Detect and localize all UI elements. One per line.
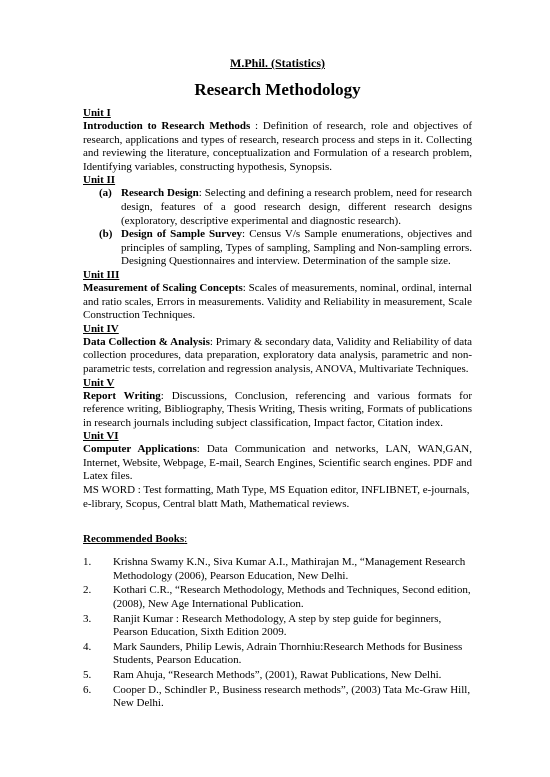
unit-body: Definition of research, role and objectives of research, applications and types of research, research process and steps in it. Collecting and reviewing the literature, conceptualization and Formulation of a research problem, Identifying variables, constructing hypothesis, Synopsis. xyxy=(83,120,472,173)
unit-heading: Unit I xyxy=(83,107,111,119)
unit-subsections xyxy=(83,187,472,269)
subsection-label: (b) xyxy=(99,228,113,241)
book-text: Krishna Swamy K.N., Siva Kumar A.I., Mathirajan M., “Management Research Methodology (2006), Pearson Education, New Delhi. xyxy=(113,556,466,582)
unit-sep: : xyxy=(160,389,172,402)
unit-heading: Unit II xyxy=(83,174,116,187)
page-title: Research Methodology xyxy=(194,80,361,99)
book-number: 1. xyxy=(83,556,92,569)
book-number: 5. xyxy=(83,669,92,681)
unit-sep: : xyxy=(196,443,207,456)
book-number: 2. xyxy=(83,584,92,597)
unit-sep: : xyxy=(250,120,263,132)
unit-section xyxy=(83,377,472,431)
book-text: Ram Ahuja, “Research Methods”, (2001), Rawat Publications, New Delhi. xyxy=(113,669,442,681)
book-text: Cooper D., Schindler P., Business research methods”, (2003) Tata Mc-Graw Hill, New Delhi. xyxy=(113,683,471,710)
subsection-lead: Research Design xyxy=(121,187,199,200)
subsection-label: (a) xyxy=(99,187,112,200)
course-title: M.Phil. (Statistics) xyxy=(230,56,325,70)
unit-paragraph xyxy=(83,336,472,377)
books-heading-text: Recommended Books xyxy=(83,533,185,546)
subsection-sep: : xyxy=(198,187,205,200)
unit-extra-paragraph: MS WORD : Test formatting, Math Type, MS Equation editor, INFLIBNET, e-journals, e-library, Scopus, Central blatt Math, Mathematical reviews. xyxy=(83,484,470,510)
list-item xyxy=(83,584,472,611)
list-item xyxy=(83,556,472,583)
unit-lead: Measurement of Scaling Concepts xyxy=(83,281,243,294)
unit-section xyxy=(83,269,472,323)
unit-body: Primary & secondary data, Validity and Reliability of data collection procedures, data preparation, exploratory data analysis, parametric and non-parametric tests, correlation and regression analysis, ANOVA, Multivariate Techniques. xyxy=(83,335,473,375)
unit-subsection xyxy=(99,187,472,228)
subsection-lead: Design of Sample Survey xyxy=(121,228,243,241)
unit-sep: : xyxy=(242,281,249,294)
unit-body: Scales of measurements, nominal, ordinal, internal and ratio scales, Errors in measurements. Validity and Reliability in measurement, Scale Construction Techniques. xyxy=(83,281,472,322)
list-item xyxy=(83,641,472,668)
subsection-text xyxy=(121,187,472,228)
list-item xyxy=(83,613,472,640)
unit-paragraph xyxy=(83,282,472,323)
books-heading-colon: : xyxy=(184,533,188,546)
unit-lead: Data Collection & Analysis xyxy=(83,335,210,348)
subsection-sep: : xyxy=(242,228,250,241)
subsection-body: Census V/s Sample enumerations, objectives and principles of sampling, Types of sampling, Sampling and Non-sampling errors. Designing Questionnaires and interview. Determination of the sample size. xyxy=(121,228,472,268)
unit-lead: Introduction to Research Methods xyxy=(83,120,251,132)
unit-body: Discussions, Conclusion, referencing and various formats for reference writing, Bibliography, Thesis Writing, Thesis writing, Formats of publications in research journals including subject classification, Impact factor, Citation index. xyxy=(83,389,472,429)
books-heading xyxy=(83,533,472,546)
book-number: 4. xyxy=(83,640,92,653)
subsection-body: Selecting and defining a research problem, need for research design, features of a good research design, different research designs (exploratory, descriptive experimental and diagnostic research). xyxy=(121,187,472,227)
unit-heading: Unit III xyxy=(83,268,120,281)
book-text: Kothari C.R., “Research Methodology, Methods and Techniques, Second edition, (2008), New Age International Publication. xyxy=(113,584,471,611)
unit-section xyxy=(83,323,472,377)
unit-section xyxy=(83,107,472,174)
unit-lead: Computer Applications xyxy=(83,443,197,456)
unit-paragraph xyxy=(83,390,472,431)
unit-lead: Report Writing xyxy=(83,389,161,402)
list-item xyxy=(83,684,472,711)
subsection-text xyxy=(121,228,472,269)
unit-section xyxy=(83,430,472,511)
unit-subsection xyxy=(99,228,472,269)
list-item xyxy=(83,669,472,683)
unit-sep: : xyxy=(209,335,216,348)
unit-heading: Unit IV xyxy=(83,322,119,335)
unit-heading: Unit VI xyxy=(83,430,119,443)
book-number: 3. xyxy=(83,612,92,625)
unit-paragraph xyxy=(83,443,472,484)
book-text: Mark Saunders, Philip Lewis, Adrain Thornhiu:Research Methods for Business Students, Pearson Education. xyxy=(113,640,463,667)
book-number: 6. xyxy=(83,683,92,696)
unit-paragraph xyxy=(83,120,472,174)
unit-body: Data Communication and networks, LAN, WAN,GAN, Internet, Website, Webpage, E-mail, Search Engines, Scientific search engines. PDF and Latex files. xyxy=(83,443,472,483)
unit-section xyxy=(83,174,472,269)
book-text: Ranjit Kumar : Research Methodology, A step by step guide for beginners, Pearson Education, Sixth Edition 2009. xyxy=(113,612,442,639)
document-page xyxy=(83,56,472,712)
books-list xyxy=(83,556,472,711)
unit-heading: Unit V xyxy=(83,376,115,389)
